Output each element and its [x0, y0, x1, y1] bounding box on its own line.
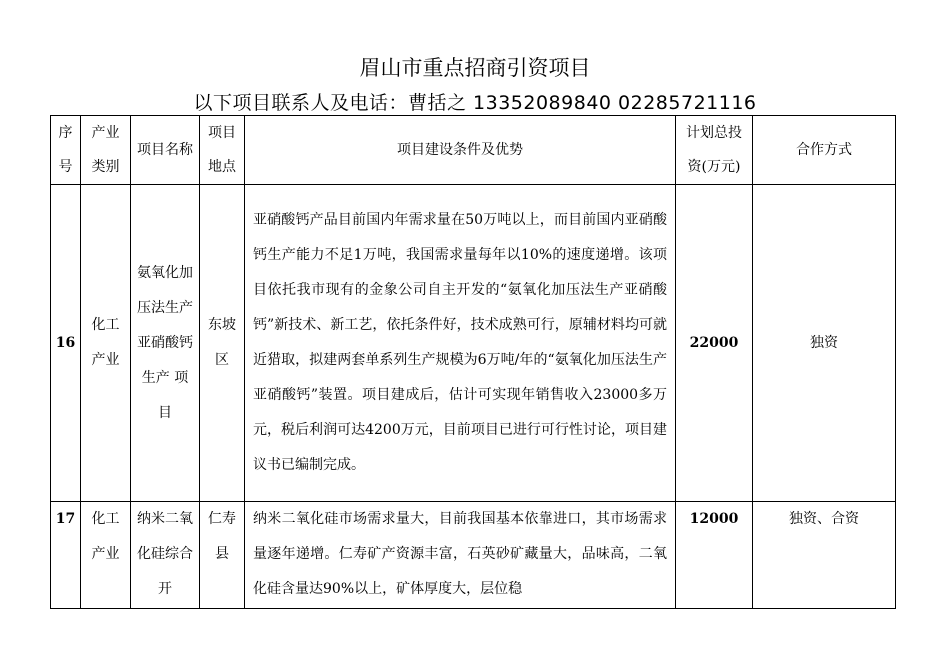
projects-table	[50, 115, 896, 609]
cell-name: 纳米二氧化硅综合开	[131, 502, 200, 609]
header-investment: 计划总投资(万元)	[676, 116, 753, 185]
cell-cooperation: 独资、合资	[753, 502, 896, 609]
cell-location: 仁寿县	[200, 502, 245, 609]
cell-location: 东坡区	[200, 185, 245, 502]
cell-industry: 化工产业	[81, 502, 131, 609]
header-location: 项目地点	[200, 116, 245, 185]
table-row	[51, 185, 896, 502]
header-cooperation: 合作方式	[753, 116, 896, 185]
cell-name: 氨氧化加压法生产亚硝酸钙生产 项目	[131, 185, 200, 502]
header-name: 项目名称	[131, 116, 200, 185]
cell-conditions: 纳米二氧化硅市场需求量大，目前我国基本依靠进口，其市场需求量逐年递增。仁寿矿产资源丰富，石英砂矿藏量大，品味高，二氧化硅含量达90%以上，矿体厚度大，层位稳	[245, 502, 676, 609]
header-industry: 产业类别	[81, 116, 131, 185]
table-header-row	[51, 116, 896, 185]
header-conditions: 项目建设条件及优势	[245, 116, 676, 185]
page-title: 眉山市重点招商引资项目	[359, 56, 591, 80]
header-seq: 序号	[51, 116, 81, 185]
cell-seq: 17	[51, 502, 81, 609]
cell-cooperation: 独资	[753, 185, 896, 502]
cell-conditions: 亚硝酸钙产品目前国内年需求量在50万吨以上，而目前国内亚硝酸钙生产能力不足1万吨，我国需求量每年以10%的速度递增。该项目依托我市现有的金象公司自主开发的“氨氧化加压法生产亚硝酸钙”新技术、新工艺，依托条件好，技术成熟可行，原辅材料均可就近猎取，拟建两套单系列生产规模为6万吨/年的“氨氧化加压法生产亚硝酸钙”装置。项目建成后，估计可实现年销售收入23000多万元，税后利润可达4200万元，目前项目已进行可行性讨论，项目建议书已编制完成。	[245, 185, 676, 502]
cell-investment: 22000	[676, 185, 753, 502]
contact-line: 以下项目联系人及电话：曹括之 13352089840 02285721116	[193, 92, 757, 114]
cell-seq: 16	[51, 185, 81, 502]
cell-industry: 化工产业	[81, 185, 131, 502]
table-row	[51, 502, 896, 609]
cell-investment: 12000	[676, 502, 753, 609]
